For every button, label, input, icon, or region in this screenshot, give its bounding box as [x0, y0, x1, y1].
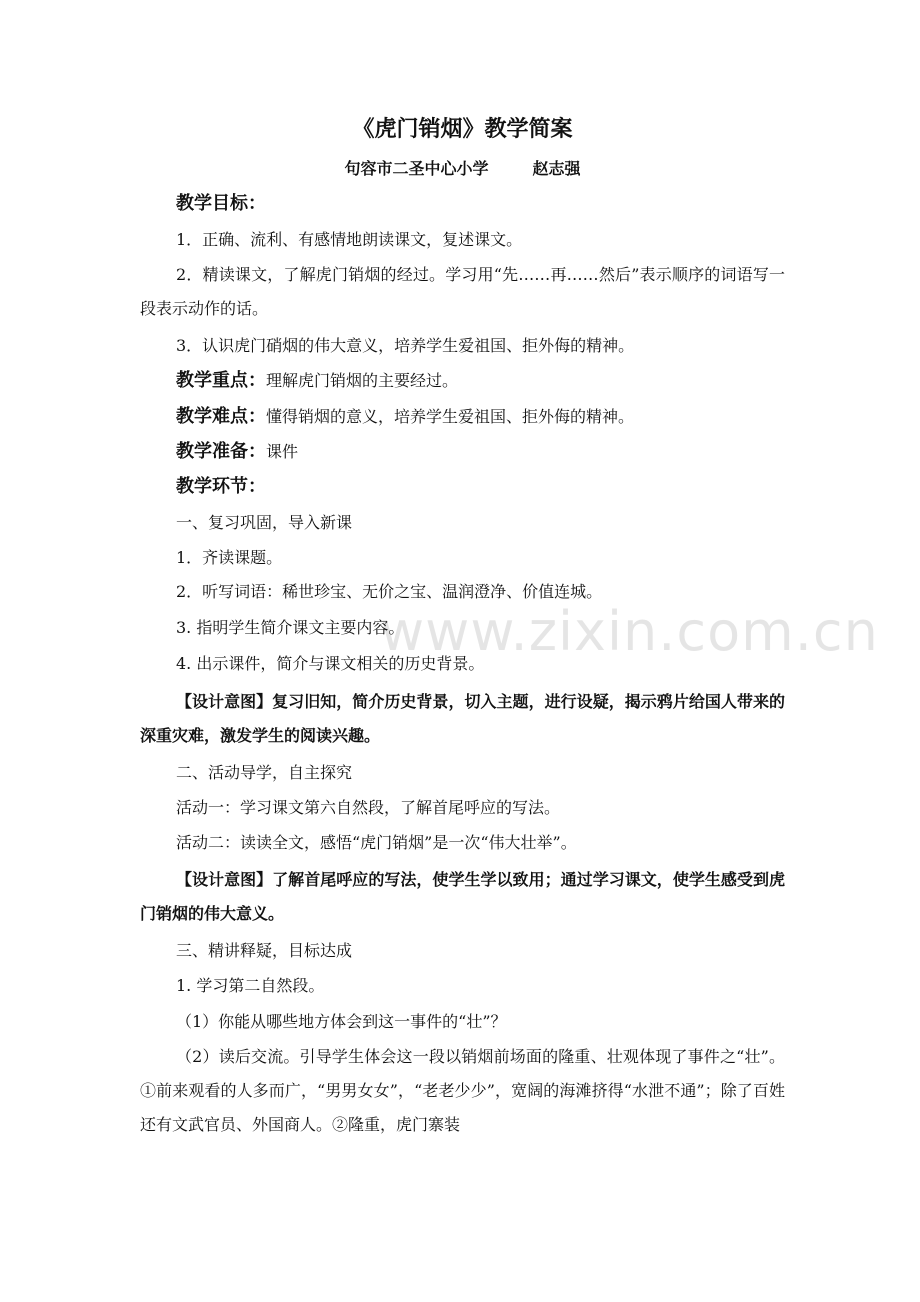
key-point-text: 理解虎门销烟的主要经过。 [266, 371, 459, 390]
key-point [140, 364, 821, 398]
paragraph: （2）读后交流。引导学生体会这一段以销烟前场面的隆重、壮观体现了事件之“壮”。 ①前来观看的人多而广，“男男女女”，“老老少少”，宽阔的海滩挤得“水泄不通”；除了百姓还有文武官员、外国商人。②隆重，虎门寨装 [140, 1047, 785, 1134]
list-item: 2．听写词语：稀世珍宝、无价之宝、温润澄净、价值连城。 [176, 582, 603, 601]
author-name: 赵志强 [532, 159, 581, 178]
list-item: 活动二：读读全文，感悟“虎门销烟”是一次“伟大壮举”。 [176, 833, 577, 852]
author-line [140, 156, 785, 179]
key-point-label: 教学重点： [176, 370, 266, 391]
design-intent: 【设计意图】了解首尾呼应的写法，使学生学以致用；通过学习课文，使学生感受到虎门销烟的伟大意义。 [140, 870, 785, 923]
objective-item: 2．精读课文，了解虎门销烟的经过。学习用“先……再……然后”表示顺序的词语写一段表示动作的话。 [140, 265, 785, 318]
preparation-label: 教学准备： [176, 441, 266, 462]
list-item: （1）你能从哪些地方体会到这一事件的“壮”？ [176, 1012, 507, 1031]
list-item: 1．齐读课题。 [176, 548, 283, 567]
watermark: www.zixin.com.cn [380, 600, 879, 663]
objective-item: 3．认识虎门硝烟的伟大意义，培养学生爱祖国、拒外侮的精神。 [176, 336, 635, 355]
document-title: 《虎门销烟》教学简案 [352, 117, 573, 142]
section-title: 二、活动导学，自主探究 [176, 763, 353, 782]
list-item: 4. 出示课件，简介与课文相关的历史背景。 [176, 654, 485, 673]
difficulty [140, 400, 821, 434]
design-intent: 【设计意图】复习旧知，简介历史背景，切入主题，进行设疑，揭示鸦片给国人带来的深重灾难，激发学生的阅读兴趣。 [140, 692, 785, 745]
difficulty-text: 懂得销烟的意义，培养学生爱祖国、拒外侮的精神。 [266, 407, 635, 426]
preparation [140, 435, 821, 469]
preparation-text: 课件 [266, 442, 299, 461]
objective-item: 1．正确、流利、有感情地朗读课文，复述课文。 [176, 230, 523, 249]
school-name: 句容市二圣中心小学 [344, 159, 489, 178]
list-item: 1. 学习第二自然段。 [176, 976, 325, 995]
list-item: 活动一：学习课文第六自然段，了解首尾呼应的写法。 [176, 798, 561, 817]
difficulty-label: 教学难点： [176, 406, 266, 427]
section-title: 三、精讲释疑，目标达成 [176, 941, 353, 960]
list-item: 3. 指明学生简介课文主要内容。 [176, 618, 405, 637]
section-title: 一、复习巩固，导入新课 [176, 513, 353, 532]
objectives-heading: 教学目标： [176, 193, 266, 214]
process-heading: 教学环节： [176, 476, 266, 497]
